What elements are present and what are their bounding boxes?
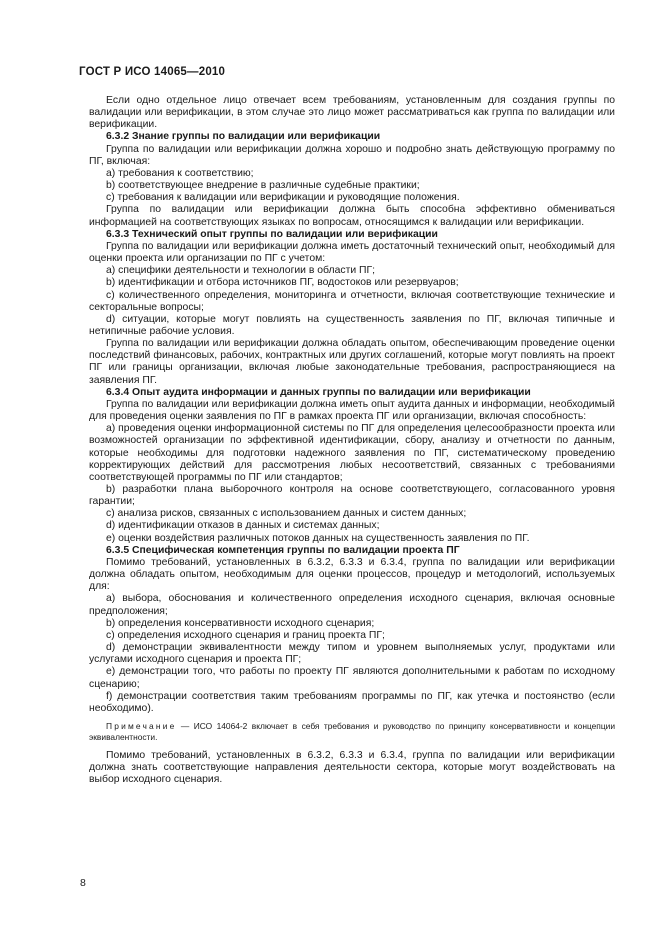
section-heading: 6.3.3 Технический опыт группы по валидации или верификации (106, 228, 438, 240)
body-paragraph: Группа по валидации или верификации должна быть способна эффективно обмениваться информацией на соответствующих языках по вопросам, относящимся к валидации или верификации. (89, 204, 615, 228)
body-paragraph: e) демонстрации того, что работы по проекту ПГ являются дополнительными к работам по исходному сценарию; (89, 666, 615, 690)
section-heading: 6.3.5 Специфическая компетенция группы по валидации проекта ПГ (106, 544, 460, 556)
note-text: — ИСО 14064-2 включает в себя требования и руководство по принципу консервативности и концепции эквивалентности. (89, 720, 615, 743)
body-paragraph: e) оценки воздействия различных потоков данных на существенность заявления по ПГ. (106, 532, 530, 544)
body-paragraph: a) выбора, обоснования и количественного определения исходного сценария, включая основные предположения; (89, 593, 615, 617)
body-paragraph: Помимо требований, установленных в 6.3.2, 6.3.3 и 6.3.4, группа по валидации или верификации должна обладать опытом, необходимым для оценки процессов, процедур и методологий, используемых для: (89, 556, 615, 593)
body-paragraph: Если одно отдельное лицо отвечает всем требованиям, установленным для создания группы по валидации или верификации, в этом случае это лицо может рассматриваться как группа по валидации или верификации. (89, 95, 615, 131)
body-paragraph: c) анализа рисков, связанных с использованием данных и систем данных; (106, 508, 467, 520)
body-paragraph: d) ситуации, которые могут повлиять на существенность заявления по ПГ, включая типичные и нетипичные рабочие условия. (89, 313, 615, 337)
section-heading: 6.3.2 Знание группы по валидации или верификации (106, 131, 381, 143)
page-number: 8 (80, 877, 86, 889)
body-paragraph: a) требования к соответствию; (106, 167, 254, 179)
body-paragraph: Группа по валидации или верификации должна хорошо и подробно знать действующую программу по ПГ, включая: (89, 143, 615, 167)
section-heading: 6.3.4 Опыт аудита информации и данных группы по валидации или верификации (106, 386, 531, 398)
body-paragraph: f) демонстрации соответствия таким требованиям программы по ПГ, как утечка и постоянство (если необходимо). (89, 690, 615, 714)
body-paragraph: d) идентификации отказов в данных и системах данных; (106, 520, 380, 532)
body-paragraph: Группа по валидации или верификации должна иметь опыт аудита данных и информации, необходимый для проведения оценки заявления по ПГ в рамках проекта ПГ или организации, включая способность: (89, 398, 615, 423)
document-header: ГОСТ Р ИСО 14065—2010 (79, 66, 226, 78)
body-paragraph: d) демонстрации эквивалентности между типом и уровнем выполняемых услуг, продуктами или услугами исходного сценария и проекта ПГ; (89, 642, 615, 666)
body-paragraph: a) проведения оценки информационной системы по ПГ для определения целесообразности проекта или возможностей организации по эффективной идентификации, сбору, анализу и отчетности по данным, которые необходимы для подготовки надежного заявления по ПГ, систематическому проведению корректирующих действий для рассмотрения любых несоответствий, связанных с требованиями соответствующей программы по ПГ или стандартов; (89, 423, 615, 483)
note-label: Примечание (106, 720, 177, 731)
body-paragraph: c) требования к валидации или верификации и руководящие положения. (106, 192, 460, 204)
body-paragraph: Помимо требований, установленных в 6.3.2, 6.3.3 и 6.3.4, группа по валидации или верификации должна знать соответствующие направления деятельности сектора, которые могут воздействовать на выбор исходного сценария. (89, 749, 615, 785)
body-paragraph: b) определения консервативности исходного сценария; (106, 617, 375, 629)
body-paragraph: b) разработки плана выборочного контроля на основе соответствующего, согласованного уровня гарантии; (89, 484, 615, 508)
body-paragraph: c) определения исходного сценария и границ проекта ПГ; (106, 629, 385, 641)
body-paragraph: b) идентификации и отбора источников ПГ, водостоков или резервуаров; (106, 277, 459, 289)
document-body (89, 95, 615, 786)
note-paragraph (89, 721, 615, 744)
body-paragraph: c) количественного определения, мониторинга и отчетности, включая соответствующие технические и секторальные вопросы; (89, 289, 615, 313)
body-paragraph: Группа по валидации или верификации должна обладать опытом, обеспечивающим проведение оценки последствий финансовых, рабочих, контрактных или других соглашений, которые могут повлиять на проект ПГ или границы организации, включая любые законодательные требования, распространяющиеся на заявления ПГ. (89, 338, 615, 386)
body-paragraph: Группа по валидации или верификации должна иметь достаточный технический опыт, необходимый для оценки проекта или организации по ПГ с учетом: (89, 240, 615, 265)
body-paragraph: b) соответствующее внедрение в различные судебные практики; (106, 180, 420, 192)
body-paragraph: a) специфики деятельности и технологии в области ПГ; (106, 265, 376, 277)
